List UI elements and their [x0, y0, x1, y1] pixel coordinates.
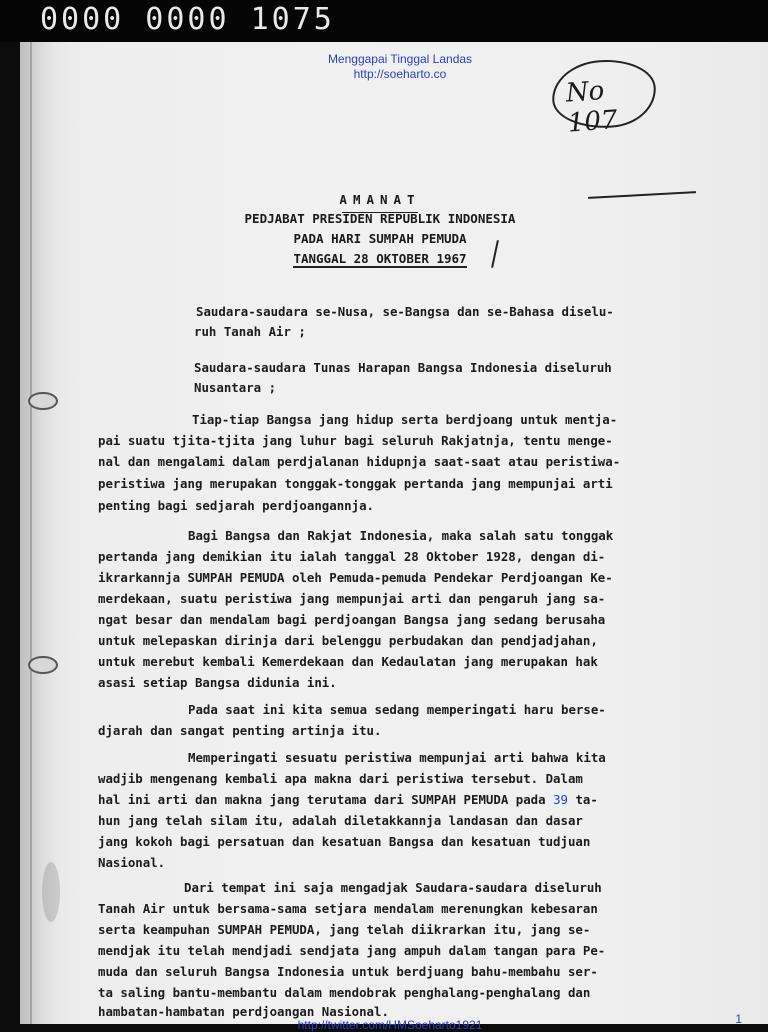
text-line: ruh Tanah Air ;	[194, 324, 306, 339]
stamp-text: No 107	[564, 76, 619, 139]
text-line: Tiap-tiap Bangsa jang hidup serta berdjoang untuk mentja-	[192, 412, 618, 427]
text-line: jang kokoh bagi persatuan dan kesatuan Bangsa dan kesatuan tudjuan	[98, 834, 591, 849]
text-line: asasi setiap Bangsa didunia ini.	[98, 675, 337, 690]
text-line: untuk melepaskan dirinja dari belenggu perbudakan dan pendjadjahan,	[98, 633, 598, 648]
text-line: penting bagi sedjarah perdjoangannja.	[98, 498, 375, 513]
text-line: wadjib mengenang kembali apa makna dari peristiwa tersebut. Dalam	[98, 771, 583, 786]
text-line: pai suatu tjita-tjita jang luhur bagi seluruh Rakjatnja, tentu menge-	[98, 433, 613, 448]
text-line	[98, 792, 598, 807]
film-frame-code: 0000 0000 1075	[40, 2, 335, 37]
heading-date: TANGGAL 28 OKTOBER 1967	[293, 251, 467, 266]
watermark-url: http://soeharto.co	[353, 67, 447, 81]
text-segment: hal ini arti dan makna jang terutama dari SUMPAH PEMUDA pada	[98, 792, 546, 807]
text-line: muda dan seluruh Bangsa Indonesia untuk berdjuang bahu-membahu ser-	[98, 964, 598, 979]
text-line: Saudara-saudara Tunas Harapan Bangsa Indonesia diseluruh	[194, 360, 612, 375]
text-line: Tanah Air untuk bersama-sama setjara mendalam merenungkan kebesaran	[98, 901, 598, 916]
text-line: nal dan mengalami dalam perdjalanan hidupnja saat-saat atau peristiwa-	[98, 454, 621, 469]
text-line: merdekaan, suatu peristiwa jang mempunjai arti dan pengaruh jang sa-	[98, 591, 606, 606]
text-line: Memperingati sesuatu peristiwa mempunjai arti bahwa kita	[188, 750, 606, 765]
watermark-bottom: http://twitter.com/HMSoeharto1921	[297, 1018, 483, 1032]
inserted-number: 39	[553, 792, 568, 807]
smudge	[42, 862, 60, 922]
heading-line-2: PEDJABAT PRESIDEN REPUBLIK INDONESIA	[244, 211, 516, 226]
text-line: peristiwa jang merupakan tonggak-tonggak pertanda jang mempunjai arti	[98, 476, 613, 491]
page-crease	[30, 42, 32, 1024]
text-line: djarah dan sangat penting artinja itu.	[98, 723, 382, 738]
text-line: hambatan-hambatan perdjoangan Nasional.	[98, 1004, 389, 1019]
text-line: Pada saat ini kita semua sedang memperingati haru berse-	[188, 702, 606, 717]
text-line: ngat besar dan mendalam bagi perdjoangan Bangsa jang sedang berusaha	[98, 612, 606, 627]
text-line: pertanda jang demikian itu ialah tanggal 28 Oktober 1928, dengan di-	[98, 549, 606, 564]
text-line: Nasional.	[98, 855, 166, 870]
text-line: Saudara-saudara se-Nusa, se-Bangsa dan se-Bahasa diselu-	[196, 304, 614, 319]
text-line: hun jang telah silam itu, adalah diletakkannja landasan dan dasar	[98, 813, 583, 828]
page-number: 1	[735, 1012, 742, 1026]
text-line: ta saling bantu-membantu dalam mendobrak penghalang-penghalang dan	[98, 985, 591, 1000]
film-strip-bar	[0, 0, 768, 42]
text-line: Nusantara ;	[194, 380, 277, 395]
text-line: mendjak itu telah mendjadi sendjata jang ampuh dalam tangan para Pe-	[98, 943, 606, 958]
watermark-top	[280, 52, 520, 82]
margin-pen-line	[588, 191, 696, 199]
text-line: untuk merebut kembali Kemerdekaan dan Kedaulatan jang merupakan hak	[98, 654, 598, 669]
heading-title: AMANAT	[339, 192, 421, 207]
text-line: Dari tempat ini saja mengadjak Saudara-saudara diseluruh	[184, 880, 602, 895]
punch-hole	[28, 392, 58, 410]
document-number-stamp	[550, 56, 658, 139]
text-segment: ta-	[575, 792, 598, 807]
heading-line-3: PADA HARI SUMPAH PEMUDA	[293, 231, 467, 246]
text-line: Bagi Bangsa dan Rakjat Indonesia, maka salah satu tonggak	[188, 528, 614, 543]
text-line: ikrarkannja SUMPAH PEMUDA oleh Pemuda-pemuda Pendekar Perdjoangan Ke-	[98, 570, 613, 585]
punch-hole	[28, 656, 58, 674]
document-page	[20, 42, 768, 1032]
text-line: serta keampuhan SUMPAH PEMUDA, jang telah diikrarkan itu, jang se-	[98, 922, 591, 937]
watermark-title: Menggapai Tinggal Landas	[327, 52, 473, 66]
